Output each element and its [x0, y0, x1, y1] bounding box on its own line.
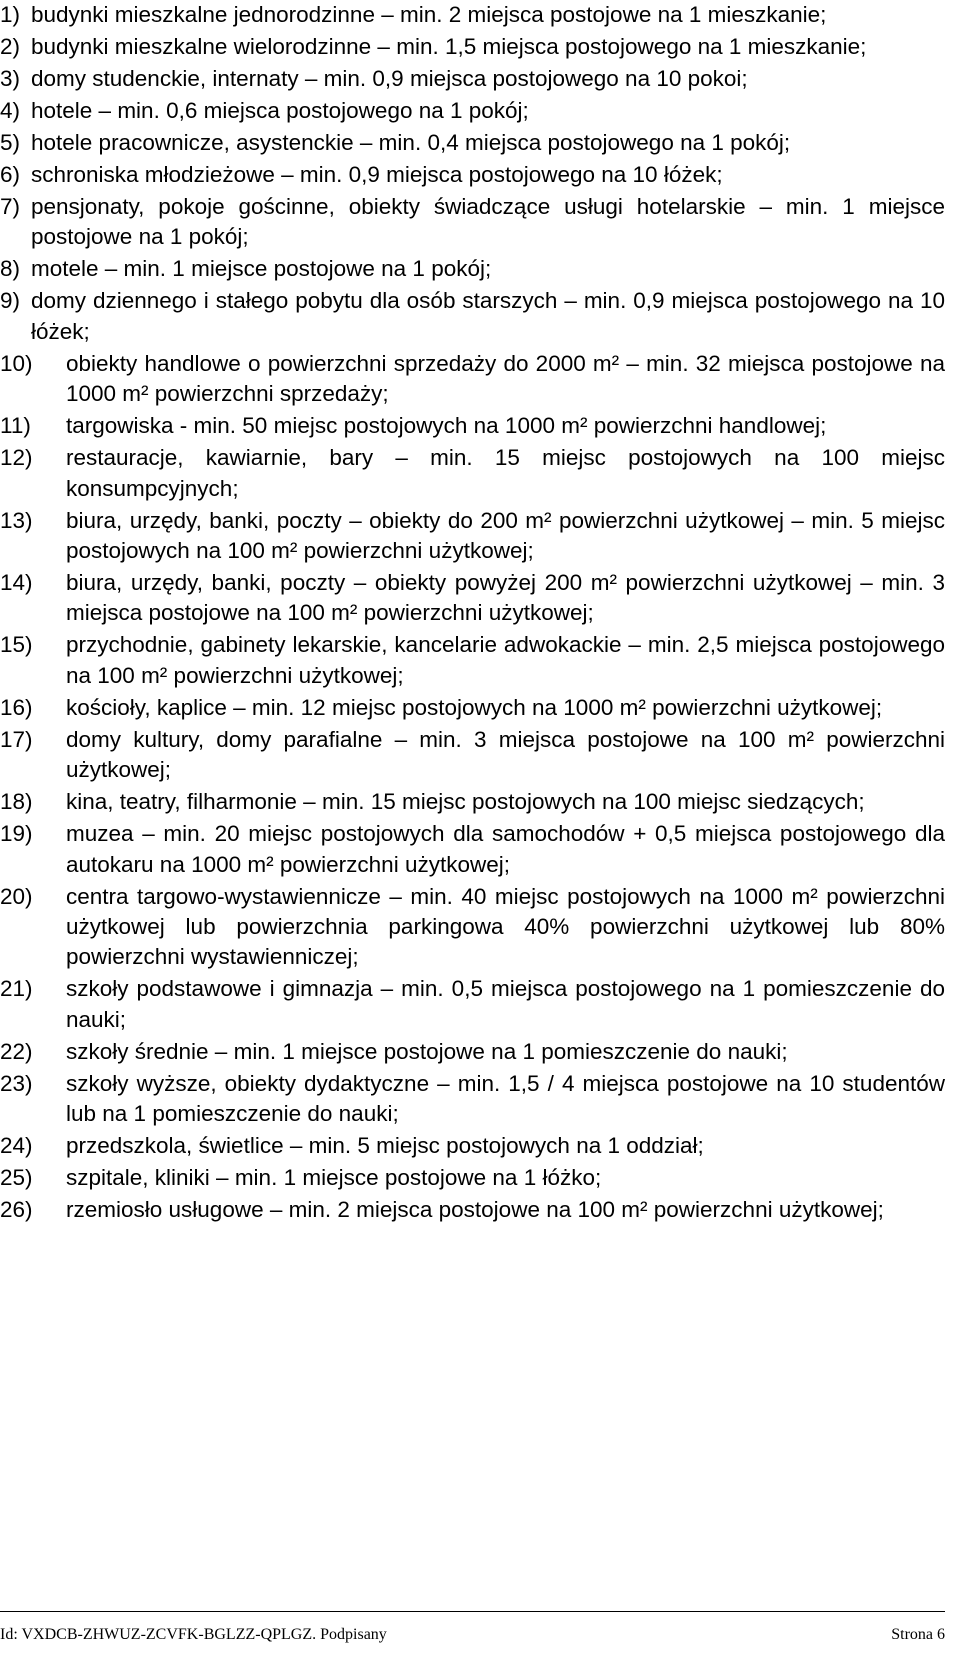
- item-number: 13): [0, 507, 33, 533]
- list-item: [0, 349, 945, 410]
- list-item: [0, 787, 945, 817]
- list-item: [0, 630, 945, 691]
- item-number: 19): [0, 821, 33, 847]
- item-number: 2): [0, 34, 21, 59]
- item-number: 24): [0, 1133, 33, 1159]
- list-item: [0, 443, 945, 504]
- document-id: Id: VXDCB-ZHWUZ-ZCVFK-BGLZZ-QPLGZ. Podpisany: [0, 1626, 387, 1643]
- item-number: 26): [0, 1197, 33, 1223]
- item-text: domy studenckie, internaty – min. 0,9 miejsca postojowego na 10 pokoi;: [31, 66, 748, 91]
- list-item: [0, 1069, 945, 1130]
- list-item: [0, 160, 945, 190]
- item-number: 20): [0, 883, 33, 909]
- list-item: [0, 32, 945, 62]
- list-item: [0, 128, 945, 158]
- item-text: szkoły wyższe, obiekty dydaktyczne – min. 1,5 / 4 miejsca postojowe na 10 studentów lub na 1 pomieszczenie do nauki;: [66, 1070, 945, 1127]
- item-text: obiekty handlowe o powierzchni sprzedaży do 2000 m² – min. 32 miejsca postojowe na 1000 m² powierzchni sprzedaży;: [66, 350, 945, 407]
- list-item: [0, 0, 945, 30]
- item-text: budynki mieszkalne wielorodzinne – min. 1,5 miejsca postojowego na 1 mieszkanie;: [31, 34, 867, 59]
- list-item: [0, 192, 945, 253]
- list-item: [0, 1163, 945, 1193]
- item-text: rzemiosło usługowe – min. 2 miejsca postojowe na 100 m² powierzchni użytkowej;: [66, 1197, 884, 1223]
- item-number: 6): [0, 162, 21, 187]
- item-text: kina, teatry, filharmonie – min. 15 miejsc postojowych na 100 miejsc siedzących;: [66, 789, 865, 815]
- item-number: 16): [0, 694, 33, 720]
- list-item: [0, 254, 945, 284]
- item-number: 14): [0, 570, 33, 596]
- item-number: 4): [0, 98, 21, 123]
- item-text: biura, urzędy, banki, poczty – obiekty powyżej 200 m² powierzchni użytkowej – min. 3 miejsca postojowe na 100 m² powierzchni użytkowej;: [66, 570, 945, 626]
- item-number: 18): [0, 789, 33, 815]
- item-number: 23): [0, 1070, 33, 1096]
- page-number: Strona 6: [891, 1626, 945, 1643]
- item-text: muzea – min. 20 miejsc postojowych dla samochodów + 0,5 miejsca postojowego dla autokaru na 1000 m² powierzchni użytkowej;: [66, 821, 945, 877]
- list-item: [0, 64, 945, 94]
- list-item: [0, 1195, 945, 1225]
- item-text: schroniska młodzieżowe – min. 0,9 miejsca postojowego na 10 łóżek;: [31, 162, 723, 187]
- item-number: 9): [0, 288, 21, 314]
- item-number: 5): [0, 130, 21, 155]
- item-text: przychodnie, gabinety lekarskie, kancelarie adwokackie – min. 2,5 miejsca postojowego na 100 m² powierzchni użytkowej;: [66, 632, 945, 688]
- item-text: pensjonaty, pokoje gościnne, obiekty świadczące usługi hotelarskie – min. 1 miejsce postojowe na 1 pokój;: [31, 194, 945, 250]
- item-text: domy dziennego i stałego pobytu dla osób starszych – min. 0,9 miejsca postojowego na 10 łóżek;: [31, 288, 945, 344]
- item-number: 3): [0, 66, 21, 91]
- item-text: centra targowo-wystawiennicze – min. 40 miejsc postojowych na 1000 m² powierzchni użytkowej lub powierzchnia parkingowa 40% powierzchni użytkowej lub 80% powierzchni wystawienniczej;: [66, 883, 945, 970]
- list-item: [0, 506, 945, 567]
- item-number: 15): [0, 632, 33, 658]
- item-text: szkoły podstawowe i gimnazja – min. 0,5 miejsca postojowego na 1 pomieszczenie do nauki;: [66, 976, 945, 1032]
- item-number: 22): [0, 1038, 33, 1064]
- item-number: 11): [0, 413, 31, 439]
- item-text: hotele – min. 0,6 miejsca postojowego na 1 pokój;: [31, 98, 529, 123]
- item-text: domy kultury, domy parafialne – min. 3 miejsca postojowe na 100 m² powierzchni użytkowej;: [66, 726, 945, 783]
- item-text: restauracje, kawiarnie, bary – min. 15 miejsc postojowych na 100 miejsc konsumpcyjnych;: [66, 445, 945, 501]
- item-number: 25): [0, 1165, 33, 1191]
- item-number: 17): [0, 726, 33, 752]
- item-text: targowiska - min. 50 miejsc postojowych na 1000 m² powierzchni handlowej;: [66, 413, 827, 439]
- list-item: [0, 882, 945, 973]
- item-number: 21): [0, 976, 33, 1002]
- list-item: [0, 411, 945, 441]
- item-text: szkoły średnie – min. 1 miejsce postojowe na 1 pomieszczenie do nauki;: [66, 1038, 788, 1064]
- item-number: 1): [0, 2, 21, 27]
- item-text: hotele pracownicze, asystenckie – min. 0,4 miejsca postojowego na 1 pokój;: [31, 130, 791, 155]
- item-number: 12): [0, 445, 33, 471]
- list-item: [0, 693, 945, 723]
- item-text: biura, urzędy, banki, poczty – obiekty do 200 m² powierzchni użytkowej – min. 5 miejsc postojowych na 100 m² powierzchni użytkowej;: [66, 507, 945, 564]
- page-footer: [0, 1611, 945, 1645]
- list-item: [0, 1131, 945, 1161]
- list-item: [0, 286, 945, 347]
- item-text: przedszkola, świetlice – min. 5 miejsc postojowych na 1 oddział;: [66, 1133, 704, 1159]
- item-text: motele – min. 1 miejsce postojowe na 1 pokój;: [31, 256, 492, 282]
- list-item: [0, 819, 945, 880]
- item-number: 8): [0, 256, 21, 282]
- list-item: [0, 568, 945, 629]
- item-number: 7): [0, 194, 21, 219]
- list-item: [0, 96, 945, 126]
- item-text: kościoły, kaplice – min. 12 miejsc postojowych na 1000 m² powierzchni użytkowej;: [66, 694, 883, 720]
- list-item: [0, 974, 945, 1035]
- item-number: 10): [0, 350, 33, 376]
- list-item: [0, 1037, 945, 1067]
- item-text: budynki mieszkalne jednorodzinne – min. 2 miejsca postojowe na 1 mieszkanie;: [31, 2, 827, 27]
- list-item: [0, 725, 945, 786]
- item-text: szpitale, kliniki – min. 1 miejsce postojowe na 1 łóżko;: [66, 1165, 602, 1191]
